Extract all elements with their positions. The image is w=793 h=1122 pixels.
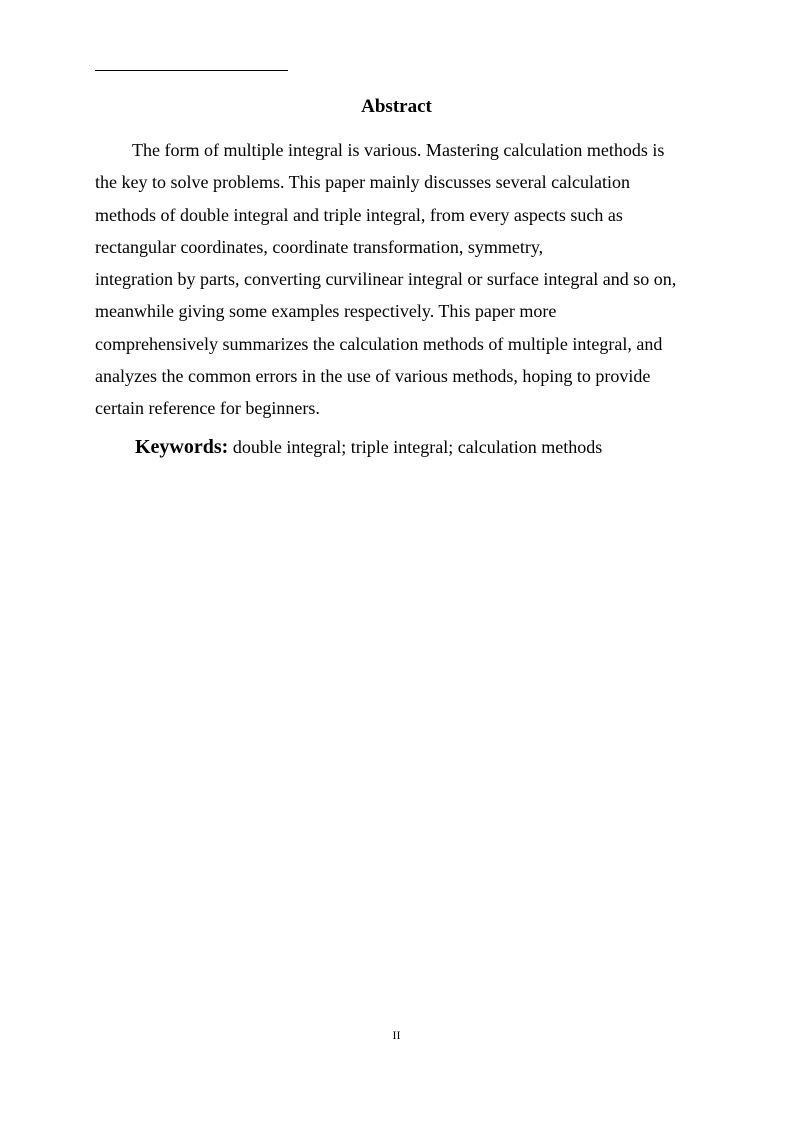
abstract-line: methods of double integral and triple integral, from every aspects such as (95, 204, 623, 225)
page-number: II (392, 1028, 401, 1042)
abstract-heading: Abstract (361, 96, 432, 117)
abstract-line: rectangular coordinates, coordinate transformation, symmetry, (95, 236, 544, 257)
keywords-label: Keywords: (135, 436, 229, 458)
keywords-text: double integral; triple integral; calculation methods (232, 437, 603, 457)
footnote-separator-rule (95, 70, 288, 71)
keywords-line (135, 433, 602, 461)
abstract-line: the key to solve problems. This paper mainly discusses several calculation (95, 172, 631, 193)
abstract-line: analyzes the common errors in the use of various methods, hoping to provide (95, 366, 651, 387)
abstract-line: The form of multiple integral is various. Mastering calculation methods is (132, 140, 665, 160)
abstract-line: comprehensively summarizes the calculation methods of multiple integral, and (95, 333, 663, 354)
abstract-line: certain reference for beginners. (95, 398, 320, 419)
abstract-body (95, 134, 715, 425)
abstract-line: meanwhile giving some examples respectively. This paper more (95, 301, 557, 322)
abstract-line: integration by parts, converting curvilinear integral or surface integral and so on, (95, 269, 677, 290)
